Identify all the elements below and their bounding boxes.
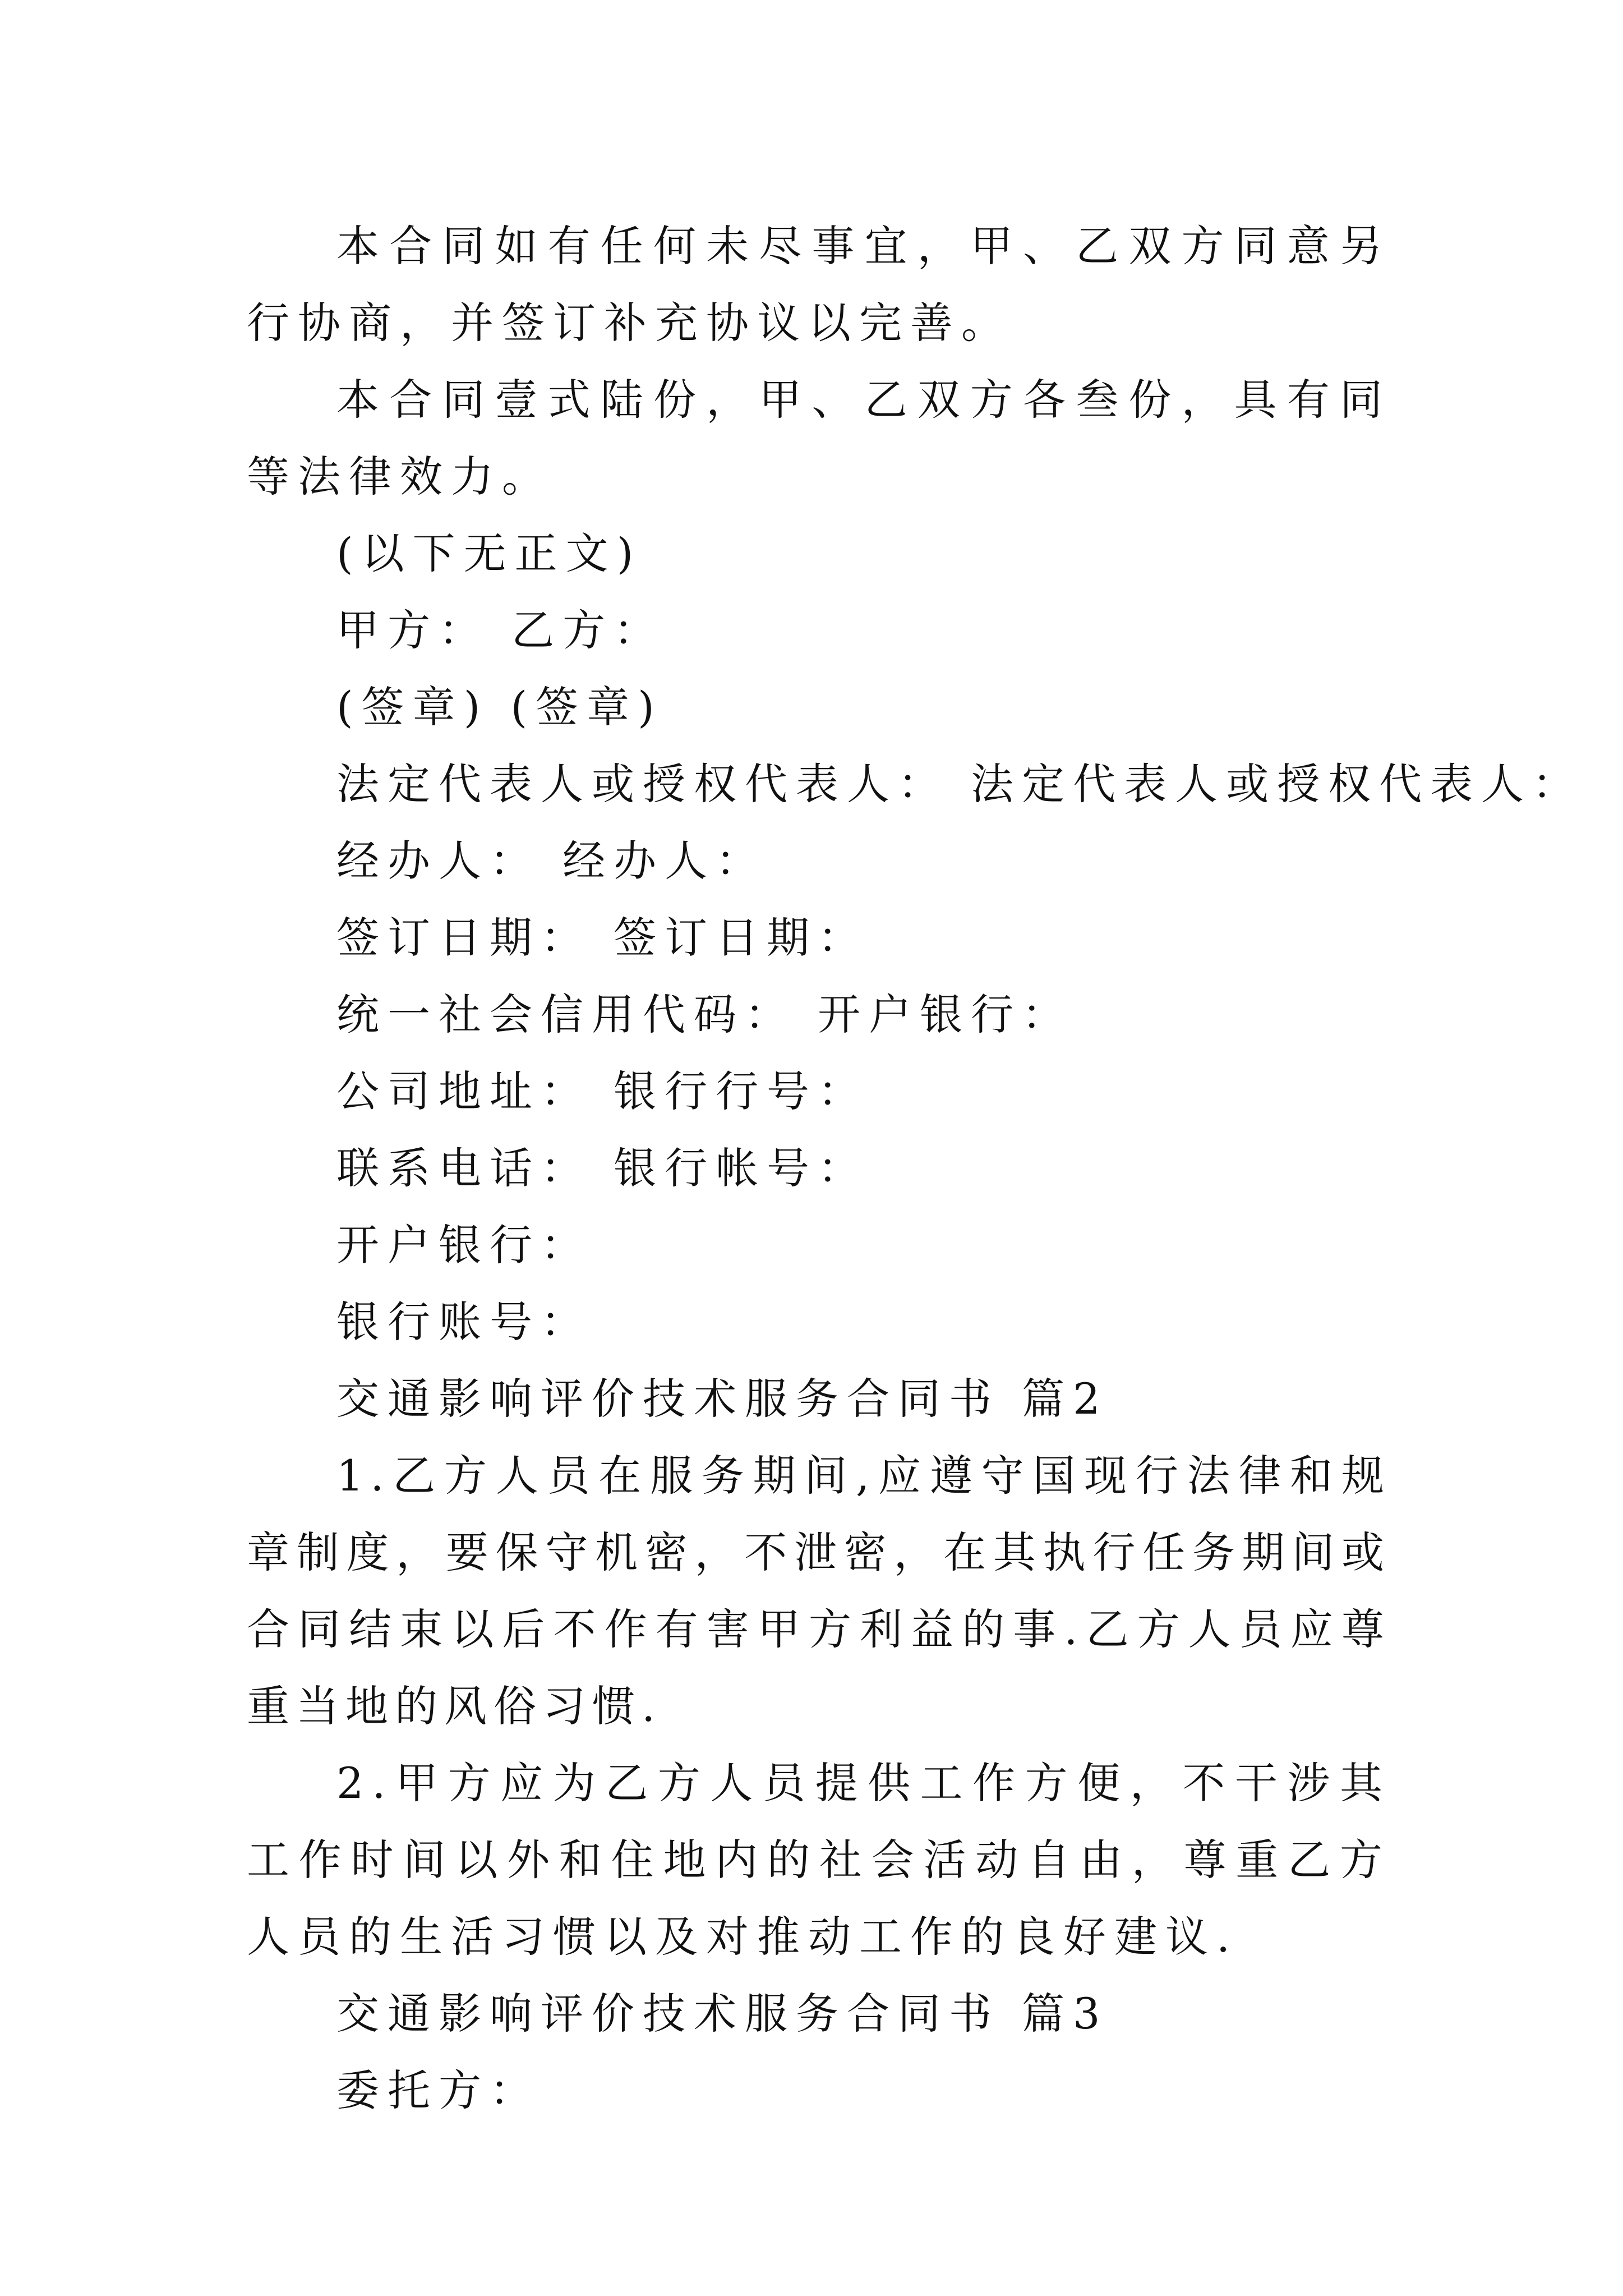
document-body: [247, 208, 1584, 2129]
no-text-below: (以下无正文): [336, 528, 642, 578]
section3-heading: 交通影响评价技术服务合同书 篇3: [336, 1989, 1109, 2039]
seal-labels: (签章) (签章): [336, 682, 663, 732]
party-labels: 甲方： 乙方：: [336, 605, 665, 655]
section2-heading: 交通影响评价技术服务合同书 篇2: [336, 1374, 1109, 1424]
section2-item-2: 2.甲方应为乙方人员提供工作方便，不干涉其工作时间以外和住地内的社会活动自由，尊重乙方人员的生活习惯以及对推动工作的良好建议.: [247, 1758, 1391, 1962]
client-label: 委托方：: [336, 2065, 541, 2115]
representative-labels: 法定代表人或授权代表人： 法定代表人或授权代表人：: [336, 759, 1584, 809]
address-bank-code-labels: 公司地址： 银行行号：: [336, 1066, 869, 1116]
signing-date-labels: 签订日期： 签订日期：: [336, 913, 869, 963]
handler-labels: 经办人： 经办人：: [336, 836, 767, 886]
bank-account-label: 银行账号：: [336, 1297, 592, 1347]
section2-item-1: 1.乙方人员在服务期间,应遵守国现行法律和规章制度，要保守机密，不泄密，在其执行任务期间或合同结束以后不作有害甲方利益的事.乙方人员应尊重当地的风俗习惯.: [247, 1451, 1391, 1731]
opening-bank-label: 开户银行：: [336, 1220, 592, 1270]
phone-account-labels: 联系电话： 银行帐号：: [336, 1143, 869, 1193]
paragraph-copies: 本合同壹式陆份，甲、乙双方各叁份，具有同等法律效力。: [247, 375, 1391, 501]
credit-code-bank-labels: 统一社会信用代码： 开户银行：: [336, 990, 1073, 1039]
paragraph-supplement: 本合同如有任何未尽事宜，甲、乙双方同意另行协商，并签订补充协议以完善。: [247, 221, 1391, 348]
